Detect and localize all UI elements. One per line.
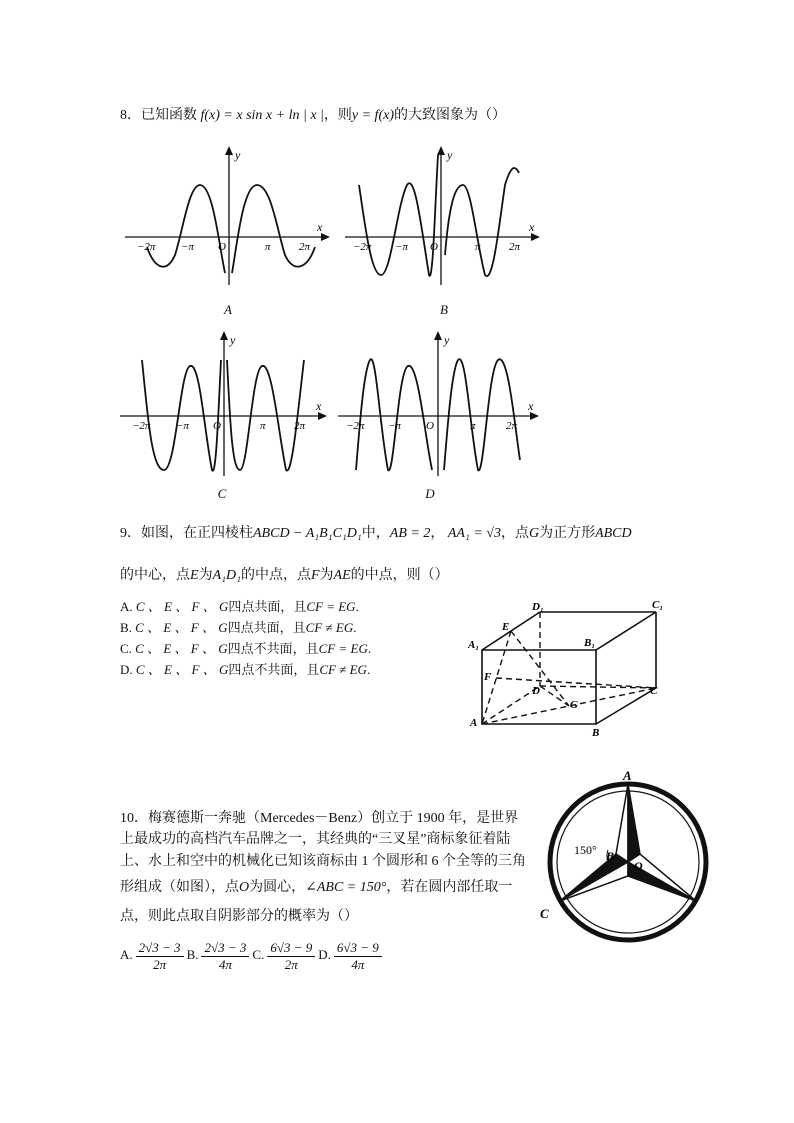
svg-text:A₁: A₁ bbox=[468, 639, 480, 651]
q8-label-d: D bbox=[425, 486, 435, 501]
q8-number: 8． bbox=[120, 108, 141, 123]
svg-text:π: π bbox=[475, 241, 481, 253]
q10-stem-line5: 点，则此点取自阴影部分的概率为（） bbox=[120, 909, 358, 924]
svg-text:y: y bbox=[230, 333, 236, 347]
svg-text:B: B bbox=[606, 849, 615, 863]
q9-number: 9． bbox=[120, 526, 141, 541]
svg-text:π: π bbox=[260, 420, 266, 432]
q10-option-c[interactable]: C. $\frac{6√3 - 9}{2\pi}$ bbox=[252, 947, 318, 962]
q8-graph-c bbox=[120, 330, 335, 480]
q10-stem-line4: 形组成（如图），点O为圆心，∠ABC = 150°，若在圆内部任取一 bbox=[120, 880, 513, 895]
svg-text:−π: −π bbox=[395, 241, 408, 253]
svg-text:C₁: C₁ bbox=[652, 599, 664, 611]
y-axis-label: y bbox=[235, 148, 241, 162]
q9-stem-line1: 9．如图，在正四棱柱ABCD − A₁B₁C₁D₁中，AB = 2， AA₁ = √3，点G为正方形ABCD bbox=[120, 526, 632, 541]
svg-text:π: π bbox=[265, 241, 271, 253]
svg-text:−π: −π bbox=[388, 420, 401, 432]
x-axis-label: x bbox=[317, 220, 323, 234]
q8-label-b: B bbox=[440, 302, 448, 317]
q10-number: 10． bbox=[120, 811, 148, 826]
q10-options bbox=[120, 940, 385, 973]
q9-option-a[interactable]: A. C 、 E 、 F 、 G四点共面，且CF = EG. bbox=[120, 599, 359, 614]
svg-text:x: x bbox=[528, 399, 534, 413]
svg-text:150°: 150° bbox=[574, 843, 597, 857]
svg-text:A: A bbox=[623, 770, 632, 783]
q9-option-c[interactable]: C. C 、 E 、 F 、 G四点不共面，且CF = EG. bbox=[120, 641, 372, 656]
svg-text:B₁: B₁ bbox=[584, 637, 596, 649]
q8-label-a: A bbox=[224, 302, 232, 317]
svg-text:O: O bbox=[430, 241, 438, 253]
svg-text:y: y bbox=[444, 333, 450, 347]
svg-text:O: O bbox=[218, 241, 226, 253]
q10-stem-line3: 上、水上和空中的机械化已知该商标由 1 个圆形和 6 个全等的三角 bbox=[120, 854, 526, 869]
svg-text:G: G bbox=[570, 699, 578, 711]
q8-stem: 8．已知函数 f(x) = x sin x + ln | x |，则y = f(x)的大致图象为（） bbox=[120, 108, 506, 123]
q8-graph-d bbox=[338, 330, 548, 480]
svg-text:C: C bbox=[650, 685, 658, 697]
svg-text:−2π: −2π bbox=[346, 420, 365, 432]
svg-text:−2π: −2π bbox=[353, 241, 372, 253]
svg-text:C: C bbox=[540, 906, 549, 921]
svg-text:F: F bbox=[484, 671, 492, 683]
svg-text:D: D bbox=[532, 685, 540, 697]
svg-text:2π: 2π bbox=[294, 420, 306, 432]
q10-option-b[interactable]: B. $\frac{2√3 - 3}{4\pi}$ bbox=[187, 947, 253, 962]
svg-text:2π: 2π bbox=[299, 241, 311, 253]
svg-text:O: O bbox=[213, 420, 221, 432]
q9-stem-line2: 的中心，点E为A₁D₁的中点，点F为AE的中点，则（） bbox=[120, 568, 449, 583]
svg-text:−π: −π bbox=[176, 420, 189, 432]
svg-text:2π: 2π bbox=[509, 241, 521, 253]
svg-text:D₁: D₁ bbox=[532, 601, 544, 613]
svg-text:π: π bbox=[470, 420, 476, 432]
svg-text:B: B bbox=[592, 727, 600, 739]
svg-text:A: A bbox=[470, 717, 478, 729]
q10-option-d[interactable]: D. $\frac{6√3 - 9}{4\pi}$ bbox=[318, 947, 385, 962]
q10-star-figure bbox=[538, 770, 718, 950]
svg-text:y: y bbox=[447, 148, 453, 162]
svg-text:−2π: −2π bbox=[137, 241, 156, 253]
svg-text:x: x bbox=[529, 220, 535, 234]
q8-label-c: C bbox=[217, 486, 227, 501]
q10-stem-line2: 上最成功的高档汽车品牌之一，其经典的“三叉星”商标象征着陆 bbox=[120, 832, 511, 847]
q8-graph-a bbox=[125, 145, 335, 290]
q10-stem-line1: 10．梅赛德斯一奔驰（Mercedes－Benz）创立于 1900 年，是世界 bbox=[120, 811, 519, 826]
q9-option-d[interactable]: D. C 、 E 、 F 、 G四点不共面，且CF ≠ EG. bbox=[120, 662, 371, 677]
q8-graph-b bbox=[345, 145, 545, 290]
q10-option-a[interactable]: A. $\frac{2√3 - 3}{2\pi}$ bbox=[120, 947, 187, 962]
q9-prism-figure bbox=[462, 598, 674, 740]
svg-text:−π: −π bbox=[181, 241, 194, 253]
svg-text:O: O bbox=[634, 859, 643, 873]
q9-option-b[interactable]: B. C 、 E 、 F 、 G四点共面，且CF ≠ EG. bbox=[120, 620, 357, 635]
svg-text:2π: 2π bbox=[506, 420, 518, 432]
svg-text:O: O bbox=[426, 420, 434, 432]
svg-text:x: x bbox=[316, 399, 322, 413]
svg-text:E: E bbox=[502, 621, 510, 633]
svg-text:−2π: −2π bbox=[132, 420, 151, 432]
q8-function: f(x) = x sin x + ln | x | bbox=[200, 108, 324, 123]
